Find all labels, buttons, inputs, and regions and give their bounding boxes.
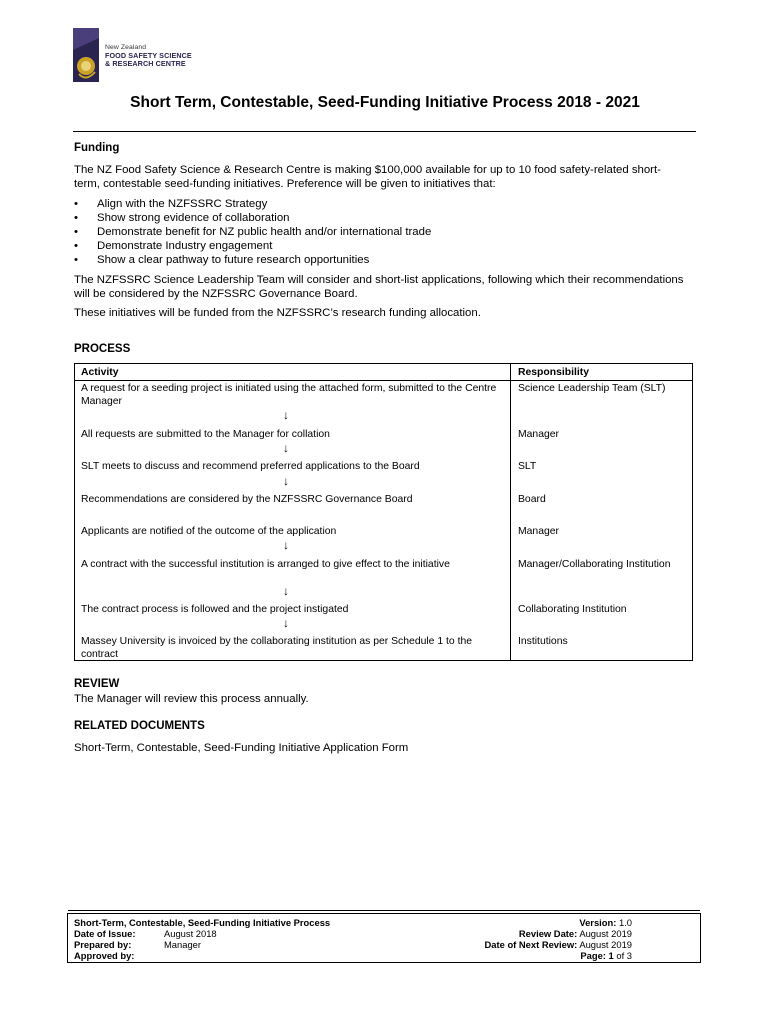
footer-version (579, 917, 632, 929)
footer-page-of: of 3 (616, 950, 632, 961)
down-arrow-icon: ↓ (283, 538, 289, 552)
responsibility-cell: Science Leadership Team (SLT) (518, 383, 666, 394)
footer-prepared-value: Manager (164, 939, 202, 950)
footer-page (580, 950, 632, 962)
responsibility-cell: Manager/Collaborating Institution (518, 559, 671, 570)
responsibility-cell: Collaborating Institution (518, 604, 627, 615)
activity-cell: A request for a seeding project is initiated using the attached form, submitted to the Centre Manager (81, 383, 497, 407)
logo-line-3: & RESEARCH CENTRE (105, 59, 186, 68)
related-document-link[interactable]: Short-Term, Contestable, Seed-Funding Initiative Application Form (74, 742, 409, 754)
down-arrow-icon: ↓ (283, 616, 289, 630)
bullet-item: • Demonstrate benefit for NZ public health and/or international trade (74, 225, 431, 239)
footer-review-value: August 2019 (579, 928, 632, 939)
logo-line-1: New Zealand (105, 44, 147, 51)
responsibility-cell: Board (518, 494, 546, 505)
footer-page-number: 1 (608, 950, 614, 961)
footer-approved-label: Approved by: (74, 950, 135, 961)
activity-cell: The contract process is followed and the project instigated (81, 604, 349, 615)
footer-review-date (519, 928, 632, 940)
down-arrow-icon: ↓ (283, 441, 289, 455)
footer-next-review-label: Date of Next Review: (484, 939, 578, 950)
footer-doc-title: Short-Term, Contestable, Seed-Funding Initiative Process (74, 917, 331, 928)
title-divider (73, 131, 696, 132)
activity-cell: Applicants are notified of the outcome of the application (81, 526, 337, 537)
bullet-item: • Align with the NZFSSRC Strategy (74, 197, 431, 211)
responsibility-cell: SLT (518, 461, 537, 472)
funding-heading: Funding (74, 142, 120, 154)
footer-review-label: Review Date: (518, 928, 578, 939)
footer-version-value: 1.0 (618, 917, 632, 928)
table-header-divider (75, 380, 692, 381)
column-header-activity: Activity (81, 367, 119, 378)
logo-emblem-icon (73, 28, 101, 82)
down-arrow-icon: ↓ (283, 408, 289, 422)
responsibility-cell: Manager (518, 526, 560, 537)
footer-version-label: Version: (579, 917, 617, 928)
responsibility-cell: Institutions (518, 636, 568, 647)
activity-cell: A contract with the successful institution is arranged to give effect to the initiative (81, 559, 450, 570)
footer-page-label: Page: (580, 950, 606, 961)
footer-next-review (485, 939, 632, 951)
footer-prepared-label: Prepared by: (74, 939, 132, 950)
review-heading: REVIEW (74, 678, 120, 690)
footer-top-rule (68, 910, 700, 911)
related-documents-heading: RELATED DOCUMENTS (74, 720, 205, 732)
down-arrow-icon: ↓ (283, 584, 289, 598)
activity-cell: All requests are submitted to the Manager for collation (81, 429, 330, 440)
logo (73, 28, 203, 84)
funding-intro: The NZ Food Safety Science & Research Centre is making $100,000 available for up to 10 food safety-related short-term, contestable seed-funding initiatives. Preference will be given to initiatives that: (74, 164, 661, 190)
activity-cell: SLT meets to discuss and recommend preferred applications to the Board (81, 461, 420, 472)
responsibility-cell: Manager (518, 429, 560, 440)
down-arrow-icon: ↓ (283, 474, 289, 488)
process-heading: PROCESS (74, 343, 131, 355)
review-text: The Manager will review this process annually. (74, 693, 309, 705)
funding-paragraph-3: These initiatives will be funded from the NZFSSRC’s research funding allocation. (74, 307, 481, 319)
footer-issue-value: August 2018 (164, 928, 217, 939)
funding-bullet-list (74, 197, 431, 267)
bullet-item: • Demonstrate Industry engagement (74, 239, 431, 253)
table-column-divider (510, 364, 511, 660)
document-footer (67, 913, 701, 963)
document-title: Short Term, Contestable, Seed-Funding Initiative Process 2018 - 2021 (130, 94, 640, 111)
funding-paragraph-2: The NZFSSRC Science Leadership Team will consider and short-list applications, following which their recommendations will be considered by the NZFSSRC Governance Board. (74, 274, 684, 300)
column-header-responsibility: Responsibility (518, 367, 590, 378)
activity-cell: Recommendations are considered by the NZFSSRC Governance Board (81, 494, 413, 505)
logo-line-2: FOOD SAFETY SCIENCE (105, 51, 192, 60)
bullet-item: • Show strong evidence of collaboration (74, 211, 431, 225)
bullet-item: • Show a clear pathway to future research opportunities (74, 253, 431, 267)
activity-cell: Massey University is invoiced by the collaborating institution as per Schedule 1 to the contract (81, 636, 473, 660)
footer-next-review-value: August 2019 (579, 939, 632, 950)
footer-issue-label: Date of Issue: (74, 928, 136, 939)
process-table (74, 363, 693, 661)
logo-text (105, 44, 192, 68)
